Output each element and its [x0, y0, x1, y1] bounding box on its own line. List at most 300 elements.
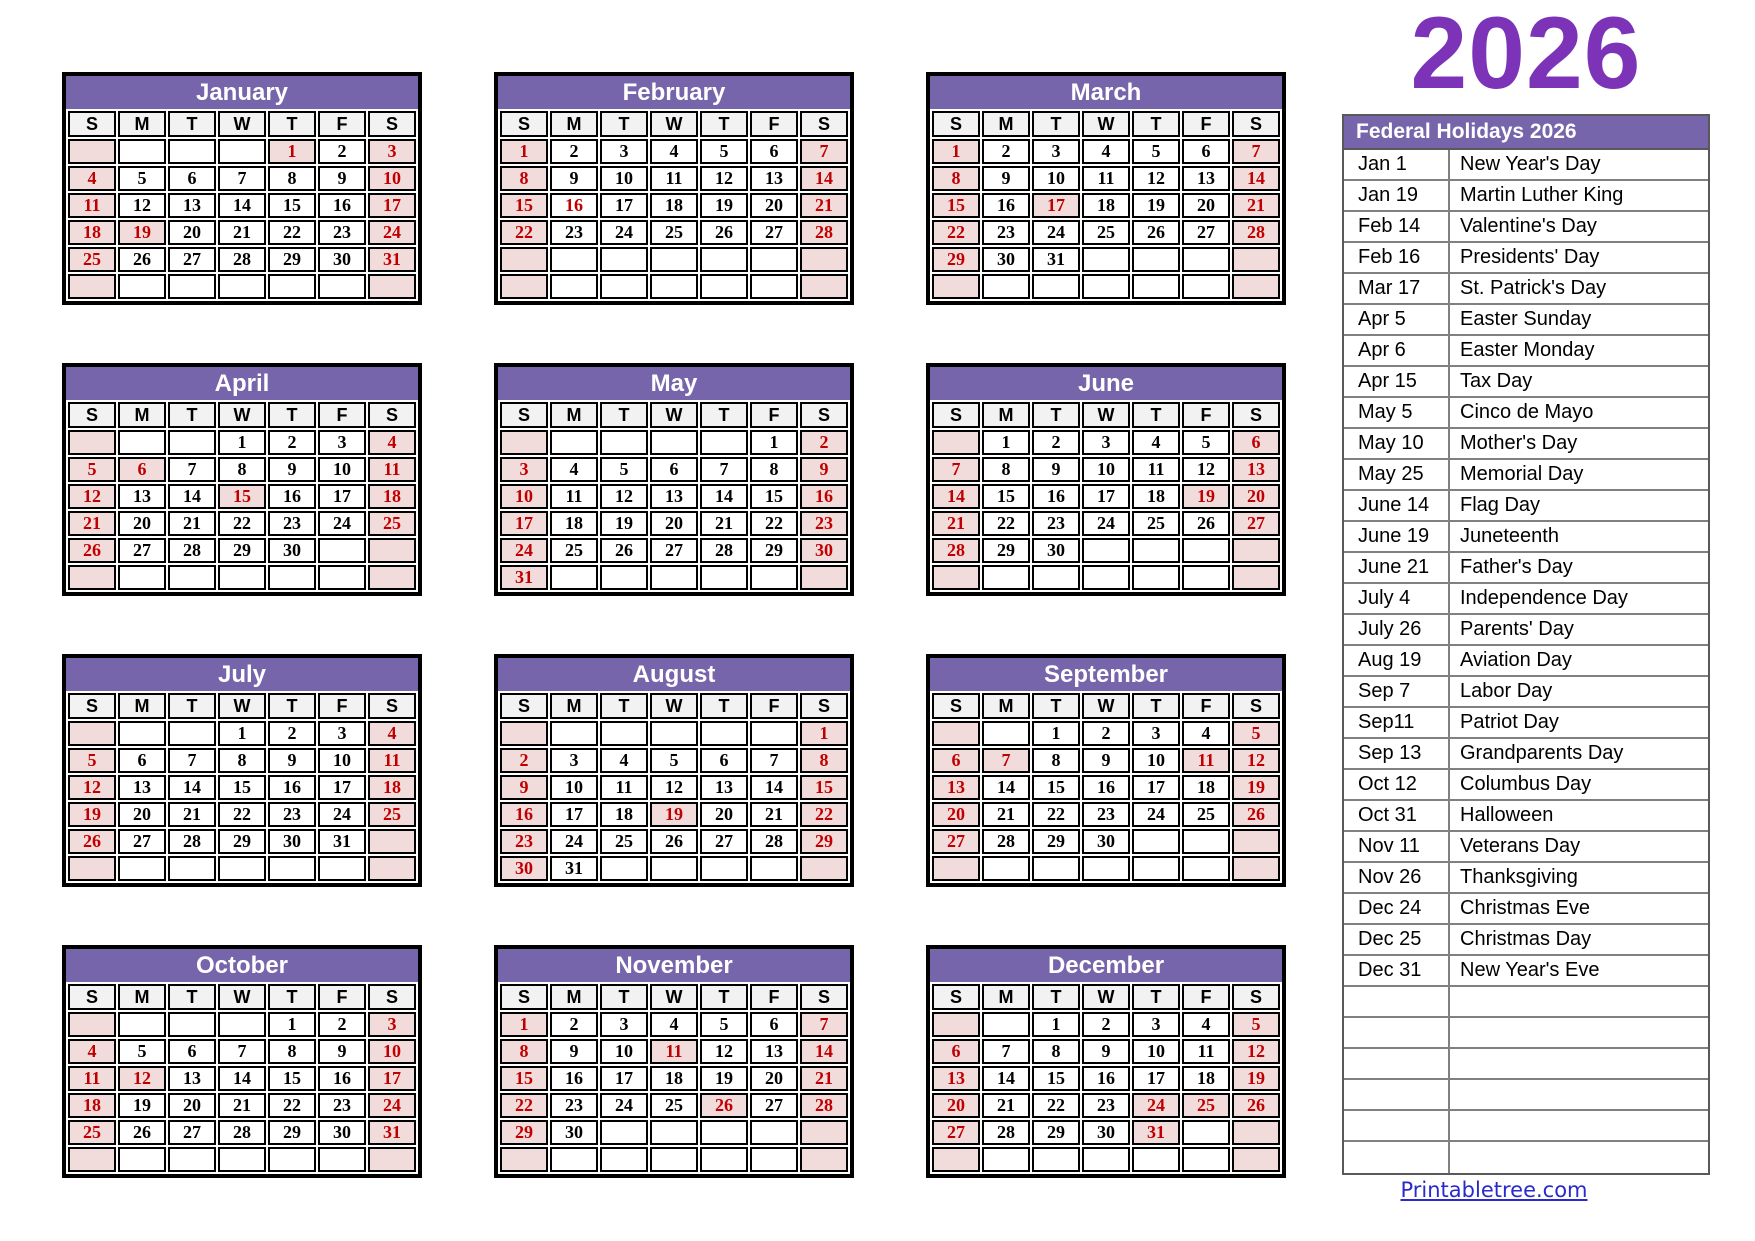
day-cell [600, 430, 648, 455]
day-cell: 28 [700, 538, 748, 563]
day-cell: 16 [318, 193, 366, 218]
day-cell: 15 [1032, 775, 1080, 800]
day-cell [700, 1120, 748, 1145]
month-title: September [930, 658, 1282, 691]
day-cell: 26 [68, 538, 116, 563]
day-cell: 20 [932, 802, 980, 827]
holiday-date: Apr 5 [1358, 308, 1406, 330]
day-header-cell: T [1132, 984, 1180, 1010]
day-cell [218, 1147, 266, 1172]
day-header-cell: M [118, 984, 166, 1010]
day-cell: 7 [218, 166, 266, 191]
day-cell: 29 [800, 829, 848, 854]
day-header-cell: F [1182, 402, 1230, 428]
day-cell: 1 [218, 721, 266, 746]
day-cell: 1 [268, 1012, 316, 1037]
month-august [494, 654, 854, 887]
day-header-cell: F [750, 111, 798, 137]
day-cell: 25 [1132, 511, 1180, 536]
holiday-name: Christmas Eve [1448, 894, 1708, 923]
day-cell [700, 565, 748, 590]
month-grid [930, 109, 1282, 301]
day-header-cell: S [1232, 984, 1280, 1010]
day-header-cell: M [550, 693, 598, 719]
day-cell: 16 [1082, 1066, 1130, 1091]
holiday-date [1344, 1080, 1448, 1109]
day-cell [650, 430, 698, 455]
day-cell [600, 247, 648, 272]
day-cell: 25 [368, 511, 416, 536]
day-cell: 26 [600, 538, 648, 563]
day-cell: 5 [1232, 721, 1280, 746]
day-cell: 29 [1032, 1120, 1080, 1145]
day-cell [318, 1147, 366, 1172]
day-cell: 14 [168, 775, 216, 800]
day-cell: 5 [118, 1039, 166, 1064]
day-cell: 24 [1032, 220, 1080, 245]
holiday-name: Mother's Day [1448, 429, 1708, 458]
day-cell: 1 [932, 139, 980, 164]
day-cell: 31 [368, 1120, 416, 1145]
day-cell: 12 [68, 484, 116, 509]
day-cell: 11 [550, 484, 598, 509]
day-cell: 28 [1232, 220, 1280, 245]
day-header-cell: T [268, 111, 316, 137]
day-cell [118, 139, 166, 164]
day-cell: 18 [368, 484, 416, 509]
day-cell [1232, 1147, 1280, 1172]
day-cell [982, 1147, 1030, 1172]
day-cell [1082, 856, 1130, 881]
day-cell [1082, 538, 1130, 563]
holiday-row [1344, 770, 1708, 801]
holiday-row [1344, 460, 1708, 491]
day-cell: 31 [368, 247, 416, 272]
holiday-date: June 21 [1358, 556, 1430, 578]
day-cell: 19 [1132, 193, 1180, 218]
day-cell: 7 [932, 457, 980, 482]
day-cell: 23 [318, 220, 366, 245]
day-header-cell: M [982, 402, 1030, 428]
day-cell [650, 1147, 698, 1172]
day-cell [218, 856, 266, 881]
day-header-cell: T [268, 402, 316, 428]
day-cell: 31 [1032, 247, 1080, 272]
holiday-name: Halloween [1448, 801, 1708, 830]
day-header-cell: T [168, 984, 216, 1010]
day-cell: 15 [750, 484, 798, 509]
day-cell: 10 [368, 166, 416, 191]
day-cell [1132, 247, 1180, 272]
day-cell: 5 [700, 1012, 748, 1037]
day-cell: 25 [1082, 220, 1130, 245]
day-header-cell: T [700, 402, 748, 428]
day-cell: 2 [500, 748, 548, 773]
day-cell [600, 856, 648, 881]
day-cell [700, 274, 748, 299]
holiday-name [1448, 1049, 1708, 1078]
day-header-cell: M [118, 111, 166, 137]
day-cell: 13 [1182, 166, 1230, 191]
day-cell: 11 [68, 193, 116, 218]
holiday-row [1344, 646, 1708, 677]
day-cell: 13 [750, 1039, 798, 1064]
holiday-name: Memorial Day [1448, 460, 1708, 489]
day-cell: 6 [750, 139, 798, 164]
month-grid [498, 691, 850, 883]
day-cell: 19 [600, 511, 648, 536]
day-cell [982, 856, 1030, 881]
day-header-cell: S [1232, 402, 1280, 428]
day-cell: 27 [932, 1120, 980, 1145]
day-cell: 14 [800, 1039, 848, 1064]
day-cell: 4 [1082, 139, 1130, 164]
day-cell [168, 721, 216, 746]
holiday-date: Dec 31 [1358, 959, 1422, 981]
day-cell [1132, 565, 1180, 590]
day-header-cell: T [1032, 984, 1080, 1010]
holiday-date: Sep 13 [1358, 742, 1422, 764]
day-cell: 11 [600, 775, 648, 800]
day-cell [750, 274, 798, 299]
day-cell: 24 [600, 220, 648, 245]
day-cell: 9 [318, 1039, 366, 1064]
day-cell: 4 [68, 1039, 116, 1064]
day-cell: 25 [1182, 802, 1230, 827]
day-cell: 15 [500, 193, 548, 218]
day-header-cell: F [750, 693, 798, 719]
day-cell: 16 [550, 193, 598, 218]
holiday-date: Sep11 [1358, 711, 1415, 733]
day-cell: 27 [750, 220, 798, 245]
day-cell [932, 1147, 980, 1172]
day-cell: 9 [550, 166, 598, 191]
day-cell: 25 [368, 802, 416, 827]
day-header-cell: M [550, 402, 598, 428]
day-cell [500, 247, 548, 272]
holiday-name: New Year's Day [1448, 150, 1708, 179]
day-cell [118, 430, 166, 455]
day-header-cell: S [68, 402, 116, 428]
day-cell: 16 [550, 1066, 598, 1091]
day-cell: 10 [600, 166, 648, 191]
day-cell: 26 [1232, 802, 1280, 827]
day-header-cell: T [268, 693, 316, 719]
holiday-name [1448, 1142, 1708, 1173]
day-cell: 23 [500, 829, 548, 854]
day-cell: 29 [218, 538, 266, 563]
day-cell: 5 [1182, 430, 1230, 455]
day-cell: 10 [1082, 457, 1130, 482]
day-cell [318, 274, 366, 299]
month-july [62, 654, 422, 887]
day-cell: 25 [650, 220, 698, 245]
day-cell: 16 [268, 484, 316, 509]
day-cell: 15 [218, 775, 266, 800]
day-cell: 3 [600, 1012, 648, 1037]
day-cell: 16 [1032, 484, 1080, 509]
holiday-name: Martin Luther King [1448, 181, 1708, 210]
day-cell [550, 565, 598, 590]
holiday-date: Aug 19 [1358, 649, 1422, 671]
day-cell: 28 [168, 538, 216, 563]
day-cell: 3 [368, 139, 416, 164]
day-cell: 27 [1232, 511, 1280, 536]
day-cell [750, 721, 798, 746]
holiday-name: Labor Day [1448, 677, 1708, 706]
day-cell [650, 721, 698, 746]
day-cell [1082, 1147, 1130, 1172]
day-cell: 12 [1232, 1039, 1280, 1064]
day-cell: 24 [1132, 1093, 1180, 1118]
day-cell: 11 [1132, 457, 1180, 482]
day-cell: 8 [932, 166, 980, 191]
day-cell: 5 [1232, 1012, 1280, 1037]
day-cell [268, 856, 316, 881]
day-cell: 7 [800, 139, 848, 164]
day-cell [550, 274, 598, 299]
day-header-cell: W [218, 693, 266, 719]
day-cell [1232, 829, 1280, 854]
day-cell: 2 [550, 1012, 598, 1037]
day-header-cell: S [68, 984, 116, 1010]
day-cell: 11 [368, 457, 416, 482]
printabletree-link[interactable]: Printabletree.com [1400, 1178, 1588, 1202]
day-cell [700, 721, 748, 746]
month-title: November [498, 949, 850, 982]
day-cell: 30 [318, 247, 366, 272]
day-cell [1032, 1147, 1080, 1172]
day-cell: 30 [268, 538, 316, 563]
holiday-date [1344, 1142, 1448, 1173]
day-cell: 27 [750, 1093, 798, 1118]
day-cell: 24 [1082, 511, 1130, 536]
holiday-row [1344, 925, 1708, 956]
day-cell: 31 [550, 856, 598, 881]
day-header-cell: S [368, 111, 416, 137]
footer [1310, 1178, 1678, 1202]
day-cell: 22 [500, 1093, 548, 1118]
day-cell: 15 [268, 193, 316, 218]
day-cell: 16 [500, 802, 548, 827]
day-cell: 14 [750, 775, 798, 800]
day-cell [1182, 1120, 1230, 1145]
day-header-cell: W [1082, 693, 1130, 719]
day-cell: 7 [700, 457, 748, 482]
day-cell: 7 [168, 748, 216, 773]
holiday-name: Valentine's Day [1448, 212, 1708, 241]
day-cell [550, 1147, 598, 1172]
day-header-cell: W [650, 111, 698, 137]
day-header-cell: F [1182, 984, 1230, 1010]
day-cell: 18 [1132, 484, 1180, 509]
holiday-row-empty [1344, 1018, 1708, 1049]
day-cell: 11 [650, 1039, 698, 1064]
month-september [926, 654, 1286, 887]
day-cell: 30 [800, 538, 848, 563]
day-cell [1132, 1147, 1180, 1172]
day-cell [218, 1012, 266, 1037]
day-cell: 6 [1182, 139, 1230, 164]
month-november [494, 945, 854, 1178]
day-cell: 26 [118, 1120, 166, 1145]
day-cell: 13 [932, 775, 980, 800]
day-cell: 8 [218, 457, 266, 482]
month-october [62, 945, 422, 1178]
day-cell: 25 [68, 1120, 116, 1145]
day-cell [600, 1120, 648, 1145]
holiday-name: Thanksgiving [1448, 863, 1708, 892]
holiday-date: July 26 [1358, 618, 1422, 640]
day-cell [168, 1147, 216, 1172]
month-january [62, 72, 422, 305]
holiday-row [1344, 274, 1708, 305]
day-cell [800, 1120, 848, 1145]
day-cell [800, 247, 848, 272]
month-december [926, 945, 1286, 1178]
holiday-row [1344, 615, 1708, 646]
holiday-name [1448, 1018, 1708, 1047]
day-cell: 19 [1182, 484, 1230, 509]
day-header-cell: S [500, 402, 548, 428]
day-cell: 28 [800, 1093, 848, 1118]
holiday-name: Easter Sunday [1448, 305, 1708, 334]
day-cell: 4 [368, 430, 416, 455]
day-cell: 2 [1082, 721, 1130, 746]
day-cell [650, 247, 698, 272]
day-cell [1232, 274, 1280, 299]
holiday-name: Veterans Day [1448, 832, 1708, 861]
holiday-date: Sep 7 [1358, 680, 1411, 702]
day-cell: 6 [700, 748, 748, 773]
day-header-cell: T [1132, 402, 1180, 428]
day-cell [1182, 538, 1230, 563]
day-cell: 30 [268, 829, 316, 854]
day-cell: 23 [268, 511, 316, 536]
day-cell: 11 [1182, 748, 1230, 773]
day-header-cell: S [1232, 693, 1280, 719]
day-header-cell: W [1082, 402, 1130, 428]
day-cell: 25 [600, 829, 648, 854]
day-cell [700, 856, 748, 881]
day-cell: 21 [68, 511, 116, 536]
day-cell: 13 [700, 775, 748, 800]
day-header-cell: M [118, 402, 166, 428]
day-cell: 20 [750, 1066, 798, 1091]
day-cell: 2 [318, 139, 366, 164]
day-cell: 27 [118, 829, 166, 854]
day-cell: 30 [1082, 829, 1130, 854]
day-cell: 19 [118, 1093, 166, 1118]
day-cell: 1 [750, 430, 798, 455]
day-cell: 23 [268, 802, 316, 827]
holiday-row [1344, 863, 1708, 894]
day-cell: 2 [1082, 1012, 1130, 1037]
day-cell [118, 721, 166, 746]
day-cell: 17 [600, 1066, 648, 1091]
holiday-rows [1344, 150, 1708, 1173]
holiday-date: May 10 [1358, 432, 1424, 454]
holiday-date: Jan 19 [1358, 184, 1419, 206]
day-cell [168, 1012, 216, 1037]
day-cell: 7 [982, 748, 1030, 773]
day-cell: 20 [650, 511, 698, 536]
day-cell: 26 [700, 220, 748, 245]
day-cell [650, 565, 698, 590]
day-cell [268, 565, 316, 590]
day-cell: 24 [550, 829, 598, 854]
day-cell [1232, 247, 1280, 272]
day-cell: 3 [500, 457, 548, 482]
day-header-cell: M [550, 111, 598, 137]
day-cell [932, 856, 980, 881]
day-cell: 1 [218, 430, 266, 455]
day-cell: 3 [318, 430, 366, 455]
day-cell [600, 274, 648, 299]
day-cell: 10 [600, 1039, 648, 1064]
day-cell: 1 [1032, 721, 1080, 746]
day-header-cell: T [700, 984, 748, 1010]
holiday-row-empty [1344, 987, 1708, 1018]
day-cell: 19 [68, 802, 116, 827]
day-cell: 22 [1032, 802, 1080, 827]
day-cell [1232, 565, 1280, 590]
holiday-name: Columbus Day [1448, 770, 1708, 799]
day-cell: 17 [1082, 484, 1130, 509]
day-cell: 30 [500, 856, 548, 881]
holiday-name: Easter Monday [1448, 336, 1708, 365]
day-cell: 11 [650, 166, 698, 191]
day-cell: 8 [218, 748, 266, 773]
day-cell [700, 247, 748, 272]
day-cell: 27 [700, 829, 748, 854]
holiday-date: Feb 16 [1358, 246, 1421, 268]
day-header-cell: F [318, 693, 366, 719]
day-cell: 28 [218, 247, 266, 272]
holiday-row [1344, 367, 1708, 398]
day-cell [600, 565, 648, 590]
month-title: April [66, 367, 418, 400]
holiday-row-empty [1344, 1049, 1708, 1080]
day-cell: 5 [68, 748, 116, 773]
day-cell: 12 [68, 775, 116, 800]
day-cell: 3 [318, 721, 366, 746]
day-cell [68, 139, 116, 164]
day-header-cell: W [1082, 984, 1130, 1010]
day-cell: 21 [168, 802, 216, 827]
day-cell: 18 [1082, 193, 1130, 218]
day-cell: 15 [218, 484, 266, 509]
day-cell [118, 274, 166, 299]
day-cell: 12 [700, 1039, 748, 1064]
day-header-cell: S [800, 402, 848, 428]
day-cell: 6 [1232, 430, 1280, 455]
day-cell [1032, 565, 1080, 590]
day-cell: 6 [932, 1039, 980, 1064]
holiday-name [1448, 987, 1708, 1016]
day-cell: 11 [368, 748, 416, 773]
day-cell: 4 [68, 166, 116, 191]
holiday-date: Oct 31 [1358, 804, 1417, 826]
day-cell: 5 [1132, 139, 1180, 164]
day-cell: 21 [932, 511, 980, 536]
day-cell: 4 [600, 748, 648, 773]
day-cell: 1 [500, 139, 548, 164]
day-cell: 29 [982, 538, 1030, 563]
day-cell: 17 [318, 484, 366, 509]
day-header-cell: T [600, 111, 648, 137]
day-cell [368, 856, 416, 881]
